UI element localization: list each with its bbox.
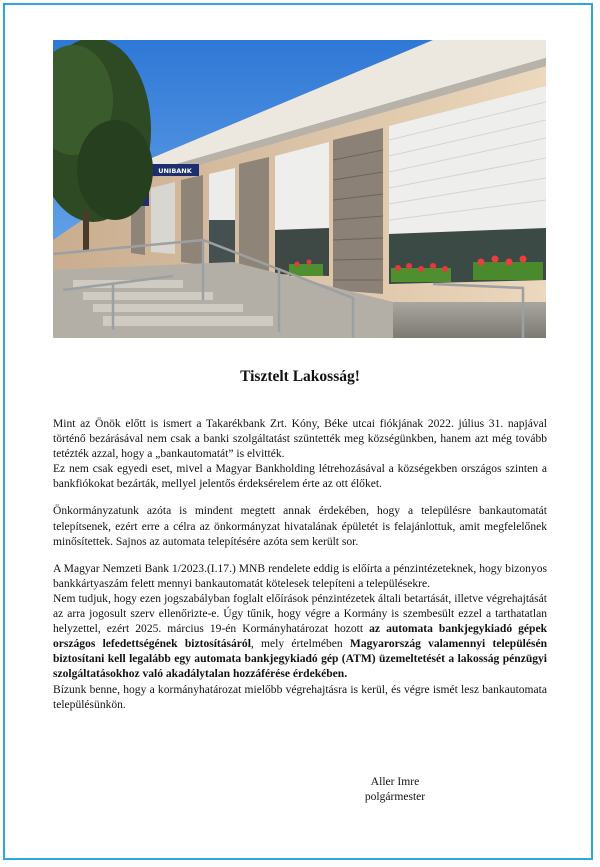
paragraph: [53, 562, 547, 592]
paragraph-gap: [53, 550, 547, 562]
paragraph-gap: [53, 492, 547, 504]
bold-text: az automata bankjegykiadó gépek országos lefedettségének biztosításáról: [53, 623, 548, 651]
letter-body: [53, 417, 547, 713]
bank-building-photo: [53, 40, 546, 338]
text-run: Ez nem csak egyedi eset, mivel a Magyar Bankholding létrehozásával a községekben országos szinten a bankfiókokat bezárták, mellyel jelentős érdeksérelem érte az ott élőket.: [53, 463, 547, 491]
paragraph: [53, 592, 547, 683]
text-run: Önkormányzatunk azóta is mindent megtett annak érdekében, hogy a településre bankautomatát telepítsenek, ezért erre a célra az önkormányzat hivatalának épületét is felajánlottuk, amit megfelelőnek minősítettek. Sajnos az automata telepítésére azóta sem került sor.: [53, 505, 547, 548]
signature-block: [340, 775, 450, 805]
paragraph: [53, 417, 547, 462]
signature-role: polgármester: [364, 791, 426, 803]
text-run: , mely értelmében: [250, 638, 350, 651]
bold-text: Magyarország valamennyi településén biztosítani kell legalább egy automata bankjegykiadó gép (ATM) üzemeltetését a lakosság pénzügyi szolgáltatásokhoz való akadálytalan hozzáférése érdekében.: [53, 638, 547, 681]
text-run: A Magyar Nemzeti Bank 1/2023.(I.17.) MNB rendelete eddig is előírta a pénzintézeteknek, hogy bizonyos bankkártyaszám felett mennyi bankautomatát kötelesek telepíteni a településekre.: [53, 562, 547, 590]
text-run: Bízunk benne, hogy a kormányhatározat mielőbb végrehajtásra is kerül, és végre ismét lesz bankautomata településünkön.: [53, 683, 547, 711]
paragraph: [53, 462, 547, 492]
bank-sign-text: UNIBANK: [158, 167, 192, 175]
letter-title: Tisztelt Lakosság!: [240, 368, 360, 385]
text-run: Mint az Önök előtt is ismert a Takarékbank Zrt. Kóny, Béke utcai fiókjának 2022. július 31. napjával történő bezárásával nem csak a banki szolgáltatást szüntették meg községünkben, hanem azt még tovább tetézték azzal, hogy a „bankautomatát” is elvitték.: [53, 418, 547, 461]
paragraph: [53, 683, 547, 713]
signature-name: Aller Imre: [370, 776, 420, 788]
paragraph: [53, 504, 547, 549]
text-run: Nem tudjuk, hogy ezen jogszabályban foglalt előírások pénzintézetek általi betartását, illetve végrehajtását az arra jogosult szerv ellenőrizte-e. Úgy tűnik, hogy végre a Kormány is szembesült ezzel a tarthatatlan helyzettel, ezért 2025. március 19-én Kormányhatározat hozott: [53, 592, 547, 636]
